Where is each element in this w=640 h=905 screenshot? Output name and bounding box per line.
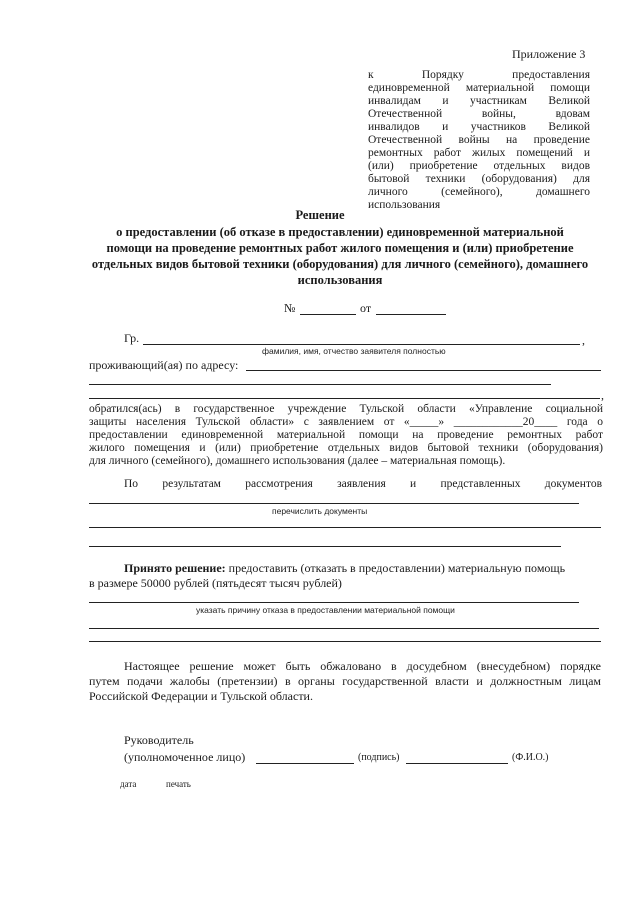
decision-text: предоставить (отказать в предоставлении) материальную помощь xyxy=(225,561,566,575)
appendix-line: единовременной материальной помощи xyxy=(368,82,590,94)
address-field-2[interactable] xyxy=(89,384,551,385)
address-field-3[interactable] xyxy=(89,398,600,399)
comma: , xyxy=(582,333,585,347)
subtitle-line: использования xyxy=(297,273,383,287)
documents-field-1[interactable] xyxy=(89,503,579,504)
review-line: По результатам рассмотрения заявления и представленных документов xyxy=(124,478,602,490)
citizen-label: Гр. xyxy=(124,331,140,345)
appendix-line: личного (семейного), домашнего xyxy=(368,186,590,198)
appeal-line: Российской Федерации и Тульской области. xyxy=(89,689,313,703)
body-paragraph xyxy=(89,403,603,468)
date-footer: дата xyxy=(120,779,137,789)
documents-field-3[interactable] xyxy=(89,546,561,547)
document-title: Решение xyxy=(295,208,345,222)
appendix-line: использования xyxy=(368,199,441,211)
fio-field[interactable] xyxy=(406,763,508,764)
amount-text: в размере 50000 рублей (пятьдесят тысяч рублей) xyxy=(89,576,342,590)
documents-hint: перечислить документы xyxy=(272,506,368,516)
signature-field[interactable] xyxy=(256,763,354,764)
subtitle-line: помощи на проведение ремонтных работ жилого помещения и (или) приобретение xyxy=(106,241,574,255)
appendix-text xyxy=(368,69,590,212)
refusal-field-3[interactable] xyxy=(89,641,601,642)
address-field-1[interactable] xyxy=(246,370,601,371)
document-subtitle xyxy=(70,224,610,288)
appeal-paragraph xyxy=(89,659,601,704)
body-line: обратился(ась) в государственное учреждение Тульской области «Управление социальной xyxy=(89,403,603,415)
appendix-line: Отечественной войны, вдовам xyxy=(368,108,590,120)
subtitle-line: о предоставлении (об отказе в предоставлении) единовременной материальной xyxy=(116,225,564,239)
signature-label: (подпись) xyxy=(358,752,400,763)
comma: , xyxy=(601,388,604,402)
decision-label: Принято решение: xyxy=(124,561,226,575)
documents-field-2[interactable] xyxy=(89,527,601,528)
signer-title: Руководитель xyxy=(124,733,194,747)
refusal-field-2[interactable] xyxy=(89,628,599,629)
appendix-line: инвалидов и участников Великой xyxy=(368,121,590,133)
body-line: защиты населения Тульской области» с заявлением от «_____» ____________20____ года о xyxy=(89,416,603,428)
appendix-line: бытовой техники (оборудования) для xyxy=(368,173,590,185)
appeal-line: путем подачи жалобы (претензии) в органы государственной власти и должностным лицам xyxy=(89,674,601,688)
appendix-line: ремонтных работ жилых помещений и xyxy=(368,147,590,159)
date-label: от xyxy=(360,301,372,315)
signer-subtitle: (уполномоченное лицо) xyxy=(124,750,246,764)
citizen-hint: фамилия, имя, отчество заявителя полностью xyxy=(262,346,446,356)
fio-label: (Ф.И.О.) xyxy=(512,752,549,763)
body-line: предоставлении единовременной материальной помощи на проведение ремонтных работ xyxy=(89,429,603,441)
refusal-hint: указать причину отказа в предоставлении материальной помощи xyxy=(196,605,455,615)
appendix-line: к Порядку предоставления xyxy=(368,69,590,81)
stamp-footer: печать xyxy=(166,779,191,789)
citizen-name-field[interactable] xyxy=(143,344,580,345)
appendix-label: Приложение 3 xyxy=(512,47,586,61)
appendix-line: Отечественной войны на проведение xyxy=(368,134,590,146)
refusal-field-1[interactable] xyxy=(89,602,579,603)
body-line: для личного (семейного), домашнего использования (далее – материальная помощь). xyxy=(89,455,506,467)
number-field[interactable] xyxy=(300,314,356,315)
decision-line xyxy=(124,561,565,576)
appendix-line: инвалидам и участникам Великой xyxy=(368,95,590,107)
appendix-line: (или) приобретение отдельных видов xyxy=(368,160,590,172)
body-line: жилого помещения и (или) приобретение отдельных видов бытовой техники (оборудования) xyxy=(89,442,603,454)
appeal-line: Настоящее решение может быть обжаловано в досудебном (внесудебном) порядке xyxy=(124,659,601,673)
address-label: проживающий(ая) по адресу: xyxy=(89,358,239,372)
subtitle-line: отдельных видов бытовой техники (оборудования) для личного (семейного), домашнего xyxy=(91,257,589,271)
number-label: № xyxy=(284,301,296,315)
date-field[interactable] xyxy=(376,314,446,315)
